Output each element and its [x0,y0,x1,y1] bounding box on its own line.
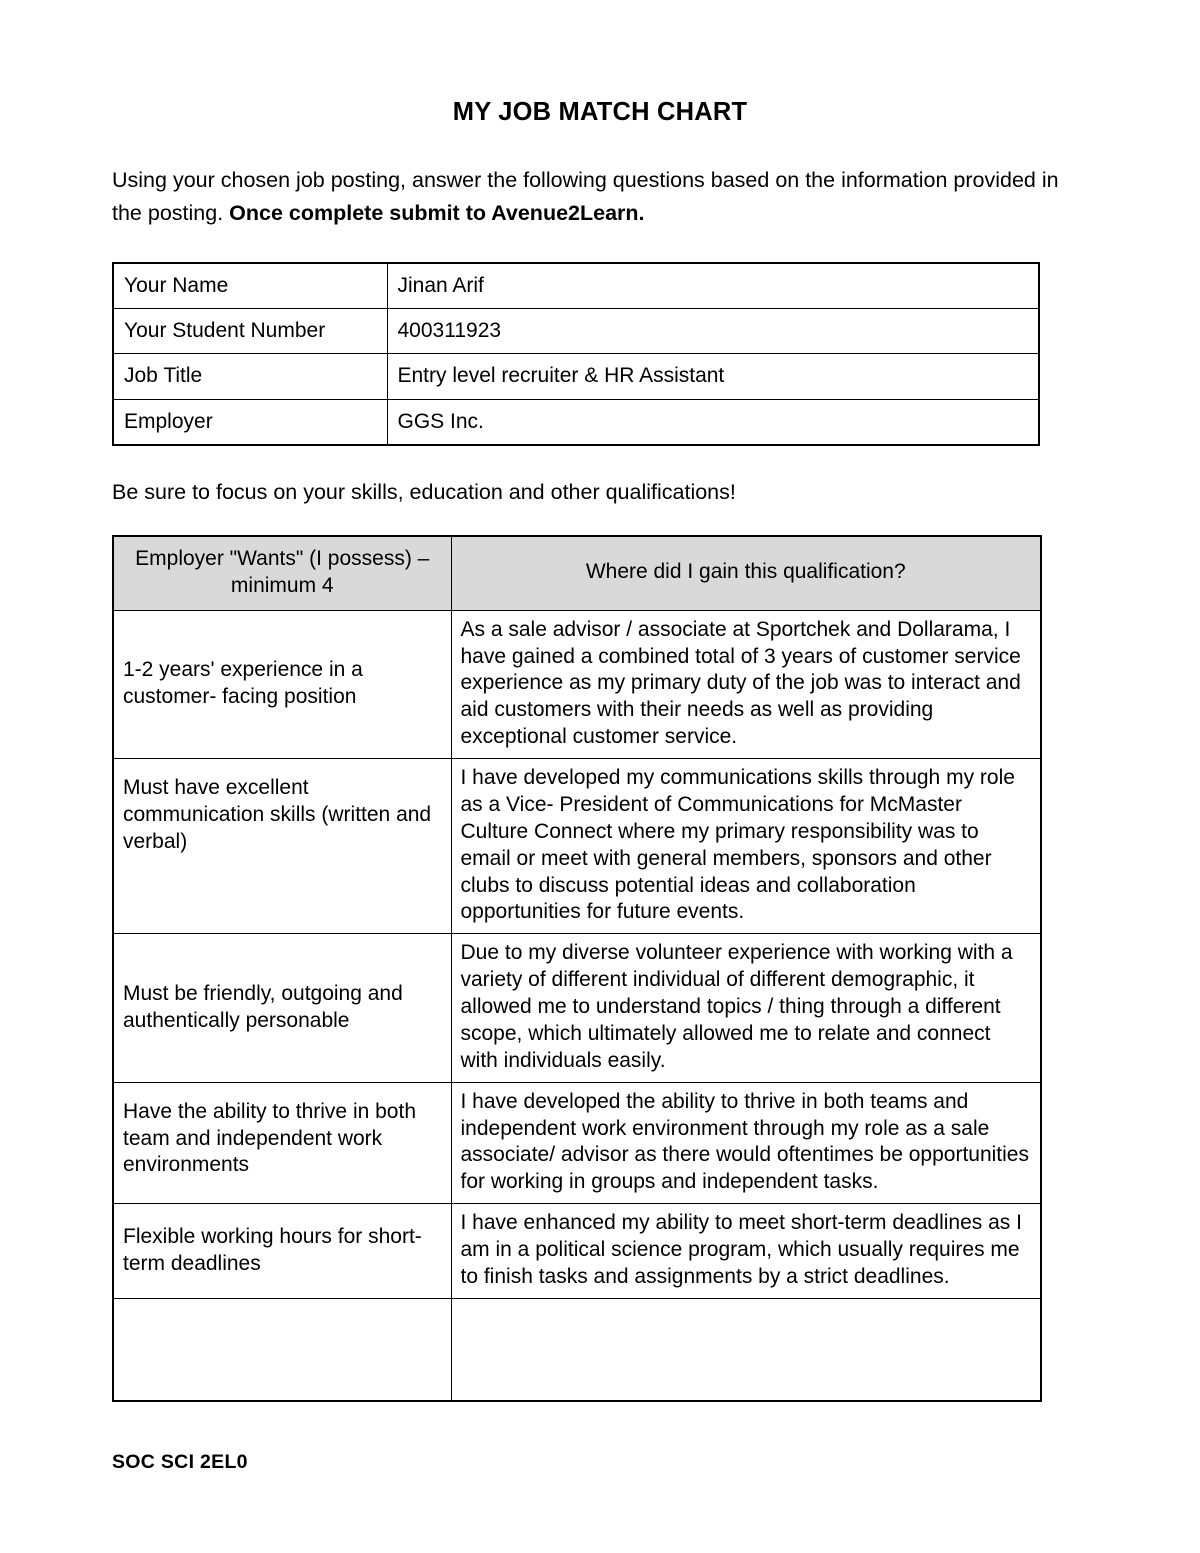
info-value-job-title: Entry level recruiter & HR Assistant [387,354,1039,399]
intro-paragraph [112,127,1088,229]
evidence-cell: I have enhanced my ability to meet short-term deadlines as I am in a political science program, which usually requires me to finish tasks and assignments by a strict deadlines. [451,1204,1041,1299]
table-row [113,759,1041,934]
want-cell: Must be friendly, outgoing and authentically personable [113,934,451,1082]
want-cell: Must have excellent communication skills (written and verbal) [113,759,451,934]
want-cell: Have the ability to thrive in both team and independent work environments [113,1082,451,1204]
table-row [113,308,1039,353]
page-title: MY JOB MATCH CHART [452,98,748,126]
intro-bold-text: Once complete submit to Avenue2Learn. [229,200,645,225]
info-value-employer: GGS Inc. [387,399,1039,445]
table-header-row [113,536,1041,610]
info-value-your-name: Jinan Arif [387,263,1039,309]
evidence-cell: Due to my diverse volunteer experience with working with a variety of different individual of different demographic, it allowed me to understand topics / thing through a different scope, which ultimately allowed me to relate and connect with individuals easily. [451,934,1041,1082]
column-header-where-gained: Where did I gain this qualification? [451,536,1041,610]
table-row [113,399,1039,445]
table-row [113,1204,1041,1299]
table-row [113,610,1041,758]
want-cell: Flexible working hours for short-term deadlines [113,1204,451,1299]
info-label-your-name: Your Name [113,263,387,309]
table-row [113,354,1039,399]
student-info-table [112,262,1040,446]
focus-note: Be sure to focus on your skills, education and other qualifications! [112,479,736,504]
evidence-cell: I have developed my communications skills through my role as a Vice- President of Communications for McMaster Culture Connect where my primary responsibility was to email or meet with general members, sponsors and other clubs to discuss potential ideas and collaboration opportunities for future events. [451,759,1041,934]
intro-plain-text: Using your chosen job posting, answer the following questions based on the information provided in the posting. [112,168,1059,225]
table-row [113,934,1041,1082]
evidence-cell: As a sale advisor / associate at Sportchek and Dollarama, I have gained a combined total of 3 years of customer service experience as my primary duty of the job was to interact and aid customers with their needs as well as providing exceptional customer service. [451,610,1041,758]
table-row [113,1082,1041,1204]
want-cell-empty [113,1298,451,1401]
want-cell: 1-2 years' experience in a customer- facing position [113,610,451,758]
info-label-student-number: Your Student Number [113,308,387,353]
info-label-employer: Employer [113,399,387,445]
job-match-table [112,535,1042,1402]
evidence-cell-empty [451,1298,1041,1401]
table-row [113,263,1039,309]
evidence-cell: I have developed the ability to thrive in both teams and independent work environment through my role as a sale associate/ advisor as there would oftentimes be opportunities for working in groups and independent tasks. [451,1082,1041,1204]
table-row-empty [113,1298,1041,1401]
course-code-footer: SOC SCI 2EL0 [112,1451,248,1473]
info-value-student-number: 400311923 [387,308,1039,353]
column-header-employer-wants: Employer "Wants" (I possess) – minimum 4 [113,536,451,610]
info-label-job-title: Job Title [113,354,387,399]
